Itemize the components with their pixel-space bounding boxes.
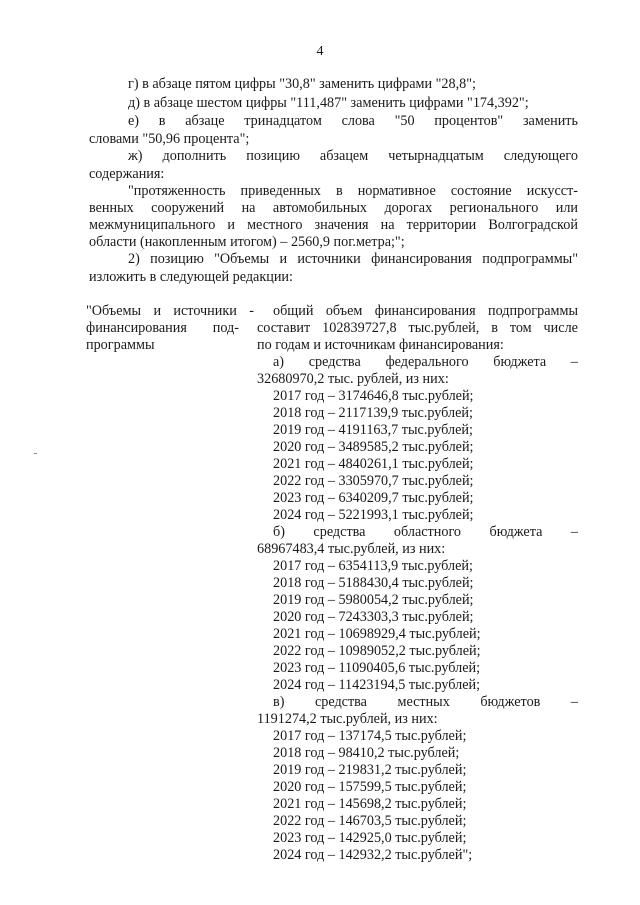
word: в [158, 113, 166, 129]
word: а) [273, 354, 285, 370]
year-allocation-line: 2021 год – 4840261,1 тыс.рублей; [273, 456, 474, 472]
year-allocation-line: 2022 год – 146703,5 тыс.рублей; [273, 813, 467, 829]
word: "Объемы [86, 303, 142, 319]
word: средства [313, 524, 366, 540]
word: нормативное [357, 183, 436, 199]
year-allocation-line: 2023 год – 142925,0 тыс.рублей; [273, 830, 467, 846]
year-allocation-line: 2023 год – 6340209,7 тыс.рублей; [273, 490, 474, 506]
word: в [491, 320, 498, 336]
item-zh [128, 148, 578, 165]
left-label-line-3: программы [86, 337, 155, 353]
year-allocation-line: 2017 год – 137174,5 тыс.рублей; [273, 728, 467, 744]
word: бюджетов [480, 694, 541, 710]
word: слова [341, 113, 375, 129]
word: подпрограммы" [482, 251, 578, 267]
word: 2) [128, 251, 140, 267]
word: и [153, 303, 162, 319]
word: общий [273, 303, 314, 319]
year-allocation-line: 2017 год – 6354113,9 тыс.рублей; [273, 558, 473, 574]
left-label-line-2 [86, 320, 239, 337]
word: дополнить [162, 148, 227, 164]
word: на [241, 200, 256, 216]
word: местных [397, 694, 450, 710]
item-d: д) в абзаце шестом цифры "111,487" заменить цифрами "174,392"; [128, 95, 529, 111]
word: – [570, 354, 578, 370]
word: областного [393, 524, 462, 540]
word: "50 [394, 113, 415, 129]
word: подпрограммы [488, 303, 578, 319]
quote-line-4: области (накопленным итогом) – 2560,9 пог.метра;"; [89, 234, 405, 250]
word: б) [273, 524, 285, 540]
word: в) [273, 694, 285, 710]
word: объем [325, 303, 363, 319]
word: дорогах [384, 200, 433, 216]
word: заменить [522, 113, 578, 129]
word: – [570, 524, 578, 540]
year-allocation-line: 2023 год – 11090405,6 тыс.рублей; [273, 660, 481, 676]
word: источники [297, 251, 361, 267]
regional-total: 68967483,4 тыс.рублей, из них: [257, 541, 446, 557]
word: состояние [450, 183, 512, 199]
regional-heading [273, 524, 578, 541]
word: средства [314, 694, 367, 710]
quote-line-2 [89, 200, 578, 217]
item-zh-continuation: содержания: [89, 166, 165, 182]
word: местного [247, 217, 303, 233]
word: значения [314, 217, 369, 233]
local-heading [273, 694, 578, 711]
word: на [380, 217, 395, 233]
word: бюджета [493, 354, 547, 370]
word: ж) [128, 148, 143, 164]
word: финансирования [371, 251, 472, 267]
word: "Объемы [214, 251, 270, 267]
year-allocation-line: 2019 год – 219831,2 тыс.рублей; [273, 762, 467, 778]
year-allocation-line: 2024 год – 142932,2 тыс.рублей"; [273, 847, 473, 863]
word: тыс.рублей, [408, 320, 480, 336]
year-allocation-line: 2022 год – 10989052,2 тыс.рублей; [273, 643, 481, 659]
word: и [279, 251, 288, 267]
word: приведенных [240, 183, 321, 199]
word: венных [89, 200, 134, 216]
year-allocation-line: 2018 год – 5188430,4 тыс.рублей; [273, 575, 474, 591]
word: следующего [503, 148, 578, 164]
word: – [570, 694, 578, 710]
word: искусст- [526, 183, 578, 199]
item-e [128, 113, 578, 130]
word: - [249, 303, 254, 319]
word: позицию [150, 251, 204, 267]
page-number: 4 [316, 44, 324, 59]
year-allocation-line: 2018 год – 2117139,9 тыс.рублей; [273, 405, 473, 421]
word: бюджета [489, 524, 543, 540]
word: под- [212, 320, 239, 336]
word: источники [173, 303, 237, 319]
year-allocation-line: 2020 год – 157599,5 тыс.рублей; [273, 779, 467, 795]
year-allocation-line: 2021 год – 145698,2 тыс.рублей; [273, 796, 467, 812]
word: составит [257, 320, 311, 336]
year-allocation-line: 2019 год – 5980054,2 тыс.рублей; [273, 592, 474, 608]
year-allocation-line: 2020 год – 7243303,3 тыс.рублей; [273, 609, 474, 625]
word: средства [308, 354, 361, 370]
word: числе [543, 320, 578, 336]
scan-speck [34, 453, 37, 454]
federal-heading [273, 354, 578, 371]
word: территории [406, 217, 477, 233]
right-line-3: по годам и источникам финансирования: [257, 337, 504, 353]
year-allocation-line: 2018 год – 98410,2 тыс.рублей; [273, 745, 460, 761]
word: или [555, 200, 578, 216]
word: позицию [246, 148, 300, 164]
local-total: 1191274,2 тыс.рублей, из них: [257, 711, 438, 727]
federal-total: 32680970,2 тыс. рублей, из них: [257, 371, 449, 387]
word: е) [128, 113, 140, 129]
word: и [227, 217, 235, 233]
word: сооружений [151, 200, 225, 216]
item-g: г) в абзаце пятом цифры "30,8" заменить цифрами "28,8"; [128, 76, 476, 92]
word: автомобильных [272, 200, 368, 216]
year-allocation-line: 2024 год – 11423194,5 тыс.рублей; [273, 677, 481, 693]
item-2-continuation: изложить в следующей редакции: [89, 269, 293, 285]
word: Волгоградской [488, 217, 578, 233]
word: финансирования [86, 320, 187, 336]
word: абзаце [185, 113, 225, 129]
right-line-2 [257, 320, 578, 337]
quote-line-3 [89, 217, 578, 234]
year-allocation-line: 2024 год – 5221993,1 тыс.рублей; [273, 507, 474, 523]
word: том [509, 320, 532, 336]
quote-line-1 [128, 183, 578, 200]
word: 102839727,8 [322, 320, 397, 336]
right-line-1 [273, 303, 578, 320]
year-allocation-line: 2022 год – 3305970,7 тыс.рублей; [273, 473, 474, 489]
word: межмуниципального [89, 217, 216, 233]
word: регионального [449, 200, 539, 216]
item-2 [128, 251, 578, 268]
item-e-continuation: словами "50,96 процента"; [89, 131, 250, 147]
word: четырнадцатым [388, 148, 484, 164]
word: в [335, 183, 343, 199]
word: тринадцатом [244, 113, 322, 129]
word: процентов" [434, 113, 504, 129]
word: финансирования [374, 303, 476, 319]
year-allocation-line: 2020 год – 3489585,2 тыс.рублей; [273, 439, 474, 455]
year-allocation-line: 2019 год – 4191163,7 тыс.рублей; [273, 422, 473, 438]
year-allocation-line: 2017 год – 3174646,8 тыс.рублей; [273, 388, 474, 404]
left-label-line-1 [86, 303, 254, 320]
word: федерального [385, 354, 469, 370]
word: "протяженность [128, 183, 226, 199]
year-allocation-line: 2021 год – 10698929,4 тыс.рублей; [273, 626, 481, 642]
word: абзацем [319, 148, 369, 164]
